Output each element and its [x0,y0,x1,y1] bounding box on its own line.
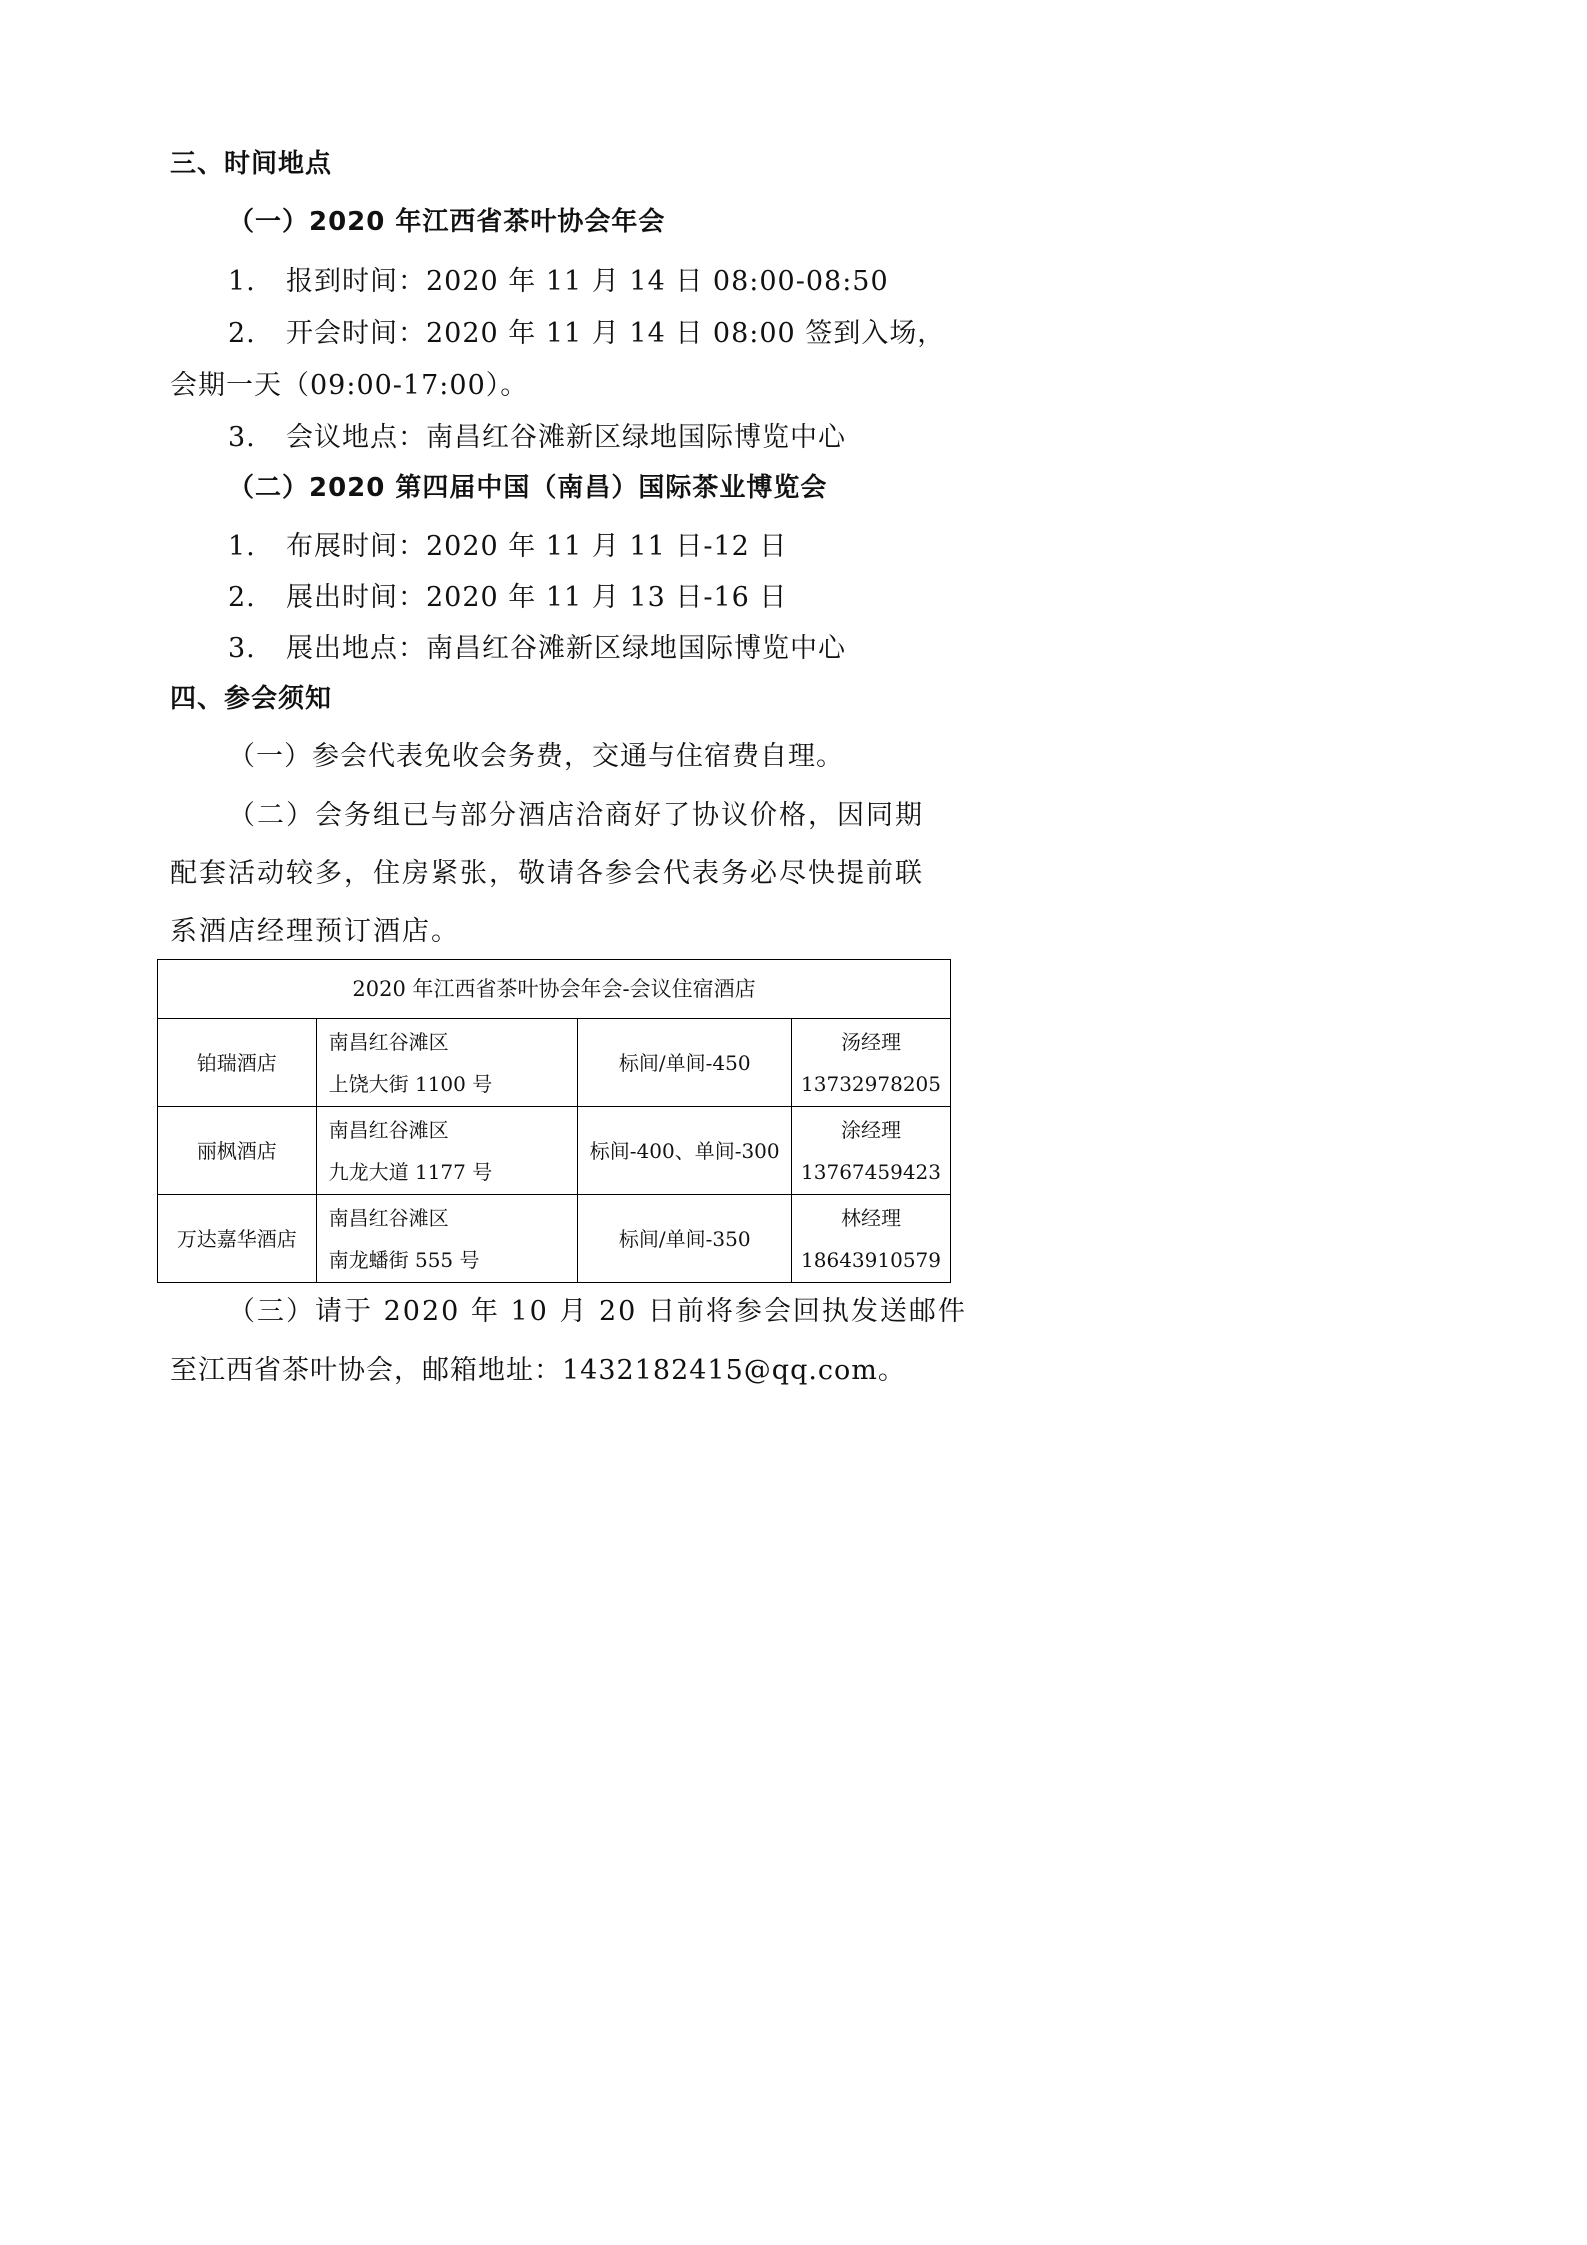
list-item-continuation [170,368,528,404]
paragraph-hotel-line: 系酒店经理预订酒店。 [170,916,460,947]
list-text: 开会时间：2020 年 11 月 14 日 08:00 签到入场， [286,318,946,349]
hotel-address [316,1019,578,1107]
section-heading-notice: 四、参会须知 [170,684,333,714]
subsection-title-tea-expo: （二）2020 第四届中国（南昌）国际茶业博览会 [228,473,828,503]
hotel-name: 铂瑞酒店 [158,1019,317,1107]
address-line: 南昌红谷滩区 [328,1029,449,1054]
list-item [228,264,889,300]
subsection-title-annual-meeting: （一）2020 年江西省茶叶协会年会 [228,207,666,237]
table-row [158,1195,951,1283]
list-text: 报到时间：2020 年 11 月 14 日 08:00-08:50 [286,266,889,297]
hotel-address [316,1107,578,1195]
address-line: 南昌红谷滩区 [328,1117,449,1142]
contact-name: 汤经理 [841,1029,902,1054]
document-page [0,0,1110,1572]
list-number: 1. [228,266,256,297]
list-number: 2. [228,318,256,349]
contact-phone: 13732978205 [801,1071,941,1096]
table-row [158,1107,951,1195]
list-item [228,580,787,616]
section-heading-time-place: 三、时间地点 [170,149,333,179]
address-line: 九龙大道 1177 号 [328,1159,493,1184]
list-number: 3. [228,422,256,453]
paragraph-hotel-line: （二）会务组已与部分酒店洽商好了协议价格，因同期 [228,800,924,831]
room-price: 标间-400、单间-300 [578,1107,792,1195]
contact-phone: 13767459423 [801,1159,941,1184]
list-text: 展出地点：南昌红谷滩新区绿地国际博览中心 [286,633,846,664]
hotel-name: 万达嘉华酒店 [158,1195,317,1283]
hotel-contact [792,1107,951,1195]
contact-name: 涂经理 [841,1117,902,1142]
list-text: 展出时间：2020 年 11 月 13 日-16 日 [286,582,788,613]
list-number: 1. [228,531,256,562]
list-item [228,631,846,667]
contact-phone: 18643910579 [801,1247,941,1272]
address-line: 南昌红谷滩区 [328,1205,449,1230]
list-text: 布展时间：2020 年 11 月 11 日-12 日 [286,531,788,562]
hotel-table [157,959,951,1283]
paragraph-reply-line[interactable]: 至江西省茶叶协会，邮箱地址：1432182415@qq.com。 [170,1355,906,1386]
list-number: 3. [228,633,256,664]
list-number: 2. [228,582,256,613]
contact-name: 林经理 [841,1205,902,1230]
list-text: 会期一天（09:00-17:00）。 [170,370,529,401]
paragraph-fees: （一）参会代表免收会务费，交通与住宿费自理。 [228,741,844,772]
list-item [228,529,787,565]
address-line: 南龙蟠街 555 号 [328,1247,480,1272]
hotel-address [316,1195,578,1283]
paragraph-hotel-line: 配套活动较多，住房紧张，敬请各参会代表务必尽快提前联 [170,858,924,889]
paragraph-reply-line: （三）请于 2020 年 10 月 20 日前将参会回执发送邮件 [228,1296,967,1327]
list-item [228,316,945,352]
address-line: 上饶大街 1100 号 [328,1071,493,1096]
table-caption: 2020 年江西省茶叶协会年会-会议住宿酒店 [158,960,951,1019]
hotel-contact [792,1019,951,1107]
table-row [158,1019,951,1107]
hotel-contact [792,1195,951,1283]
hotel-name: 丽枫酒店 [158,1107,317,1195]
room-price: 标间/单间-350 [578,1195,792,1283]
room-price: 标间/单间-450 [578,1019,792,1107]
list-item [228,420,846,456]
list-text: 会议地点：南昌红谷滩新区绿地国际博览中心 [286,422,846,453]
